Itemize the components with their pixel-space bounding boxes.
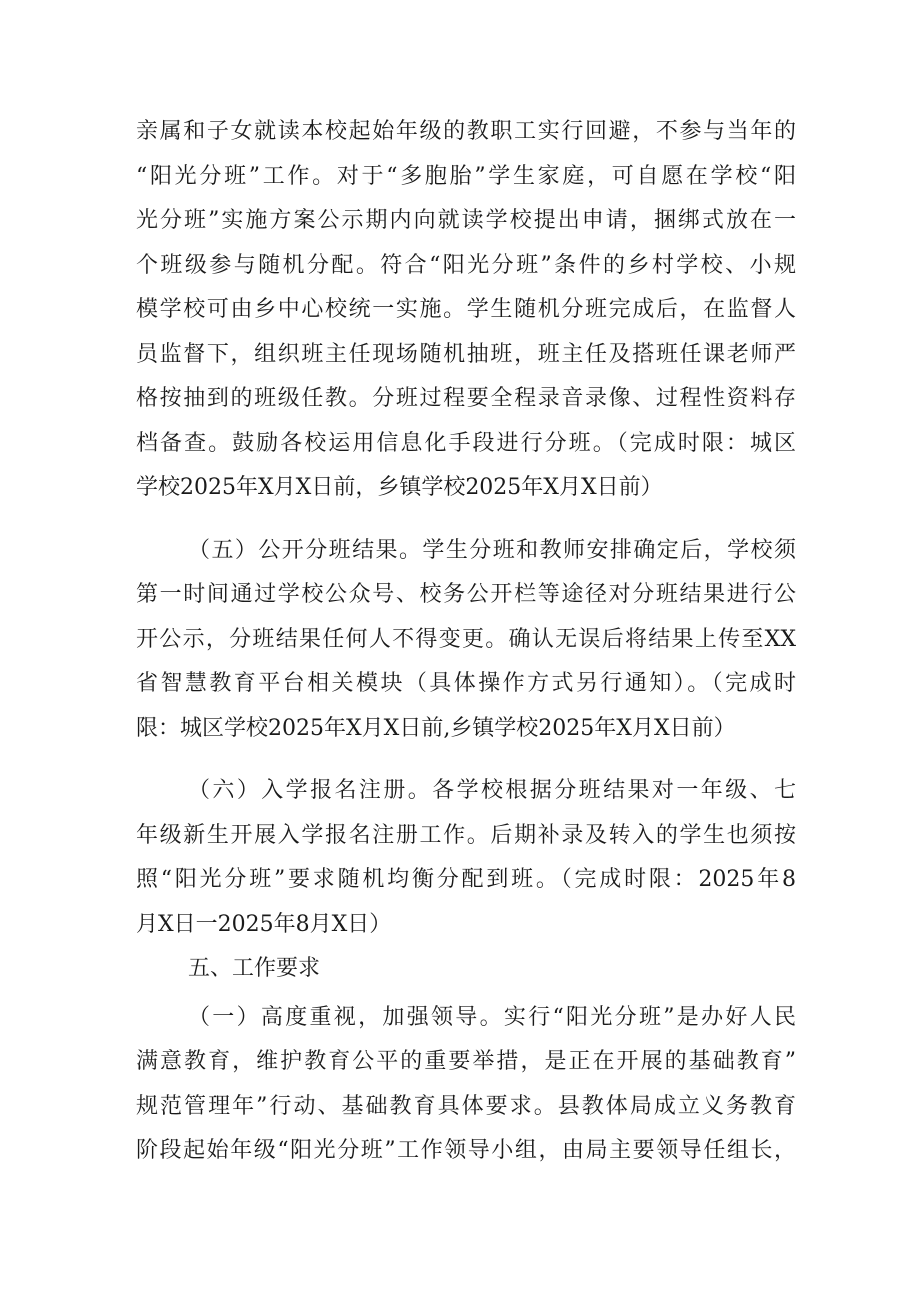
text-line: 规范管理年”行动、基础教育具体要求。县教体局成立义务教育: [136, 1093, 796, 1119]
paragraph-publish-results: [136, 529, 796, 752]
text-line: 月X日一2025年8月X日）: [136, 911, 392, 937]
text-line: 照“阳光分班”要求随机均衡分配到班。（完成时限：2025年8: [136, 867, 796, 892]
text-line: （五）公开分班结果。学生分班和教师安排确定后，学校须: [188, 537, 796, 563]
text-line: 学校2025年X月X日前，乡镇学校2025年X月X日前）: [136, 475, 663, 500]
text-line: （一）高度重视，加强领导。实行“阳光分班”是办好人民: [188, 1004, 796, 1030]
text-line: 亲属和子女就读本校起始年级的教职工实行回避，不参与当年的: [136, 119, 796, 144]
text-line: 满意教育，维护教育公平的重要举措，是正在开展的基础教育”: [136, 1049, 796, 1074]
paragraph-gap: [136, 751, 796, 769]
text-line: 个班级参与随机分配。符合“阳光分班”条件的乡村学校、小规: [136, 252, 796, 278]
paragraph-continued: [136, 110, 796, 511]
text-line: 格按抽到的班级任教。分班过程要全程录音录像、过程性资料存: [136, 386, 796, 411]
paragraph-gap: [136, 511, 796, 529]
paragraph-enrollment: [136, 769, 796, 947]
text-line: “阳光分班”工作。对于“多胞胎”学生家庭，可自愿在学校“阳: [136, 163, 796, 189]
text-line: 模学校可由乡中心校统一实施。学生随机分班完成后，在监督人: [136, 297, 796, 322]
paragraph-leadership: [136, 996, 796, 1174]
text-line: 开公示，分班结果任何人不得变更。确认无误后将结果上传至XX: [136, 626, 796, 652]
text-line: 光分班”实施方案公示期内向就读学校提出申请，捆绑式放在一: [136, 208, 796, 233]
text-line: 阶段起始年级“阳光分班”工作领导小组，由局主要领导任组长，: [136, 1138, 796, 1163]
text-line: 员监督下，组织班主任现场随机抽班，班主任及搭班任课老师严: [136, 341, 796, 367]
document-body: [136, 110, 796, 1174]
text-line: 档备查。鼓励各校运用信息化手段进行分班。（完成时限：城区: [136, 430, 796, 456]
text-line: 年级新生开展入学报名注册工作。后期补录及转入的学生也须按: [136, 822, 796, 848]
section-heading: 五、工作要求: [188, 956, 321, 981]
text-line: 第一时间通过学校公众号、校务公开栏等途径对分班结果进行公: [136, 582, 796, 607]
text-line: 省智慧教育平台相关模块（具体操作方式另行通知）。（完成时: [136, 671, 796, 696]
text-line: 限：城区学校2025年X月X日前,乡镇学校2025年X月X日前）: [136, 715, 736, 741]
text-line: （六）入学报名注册。各学校根据分班结果对一年级、七: [188, 778, 796, 803]
